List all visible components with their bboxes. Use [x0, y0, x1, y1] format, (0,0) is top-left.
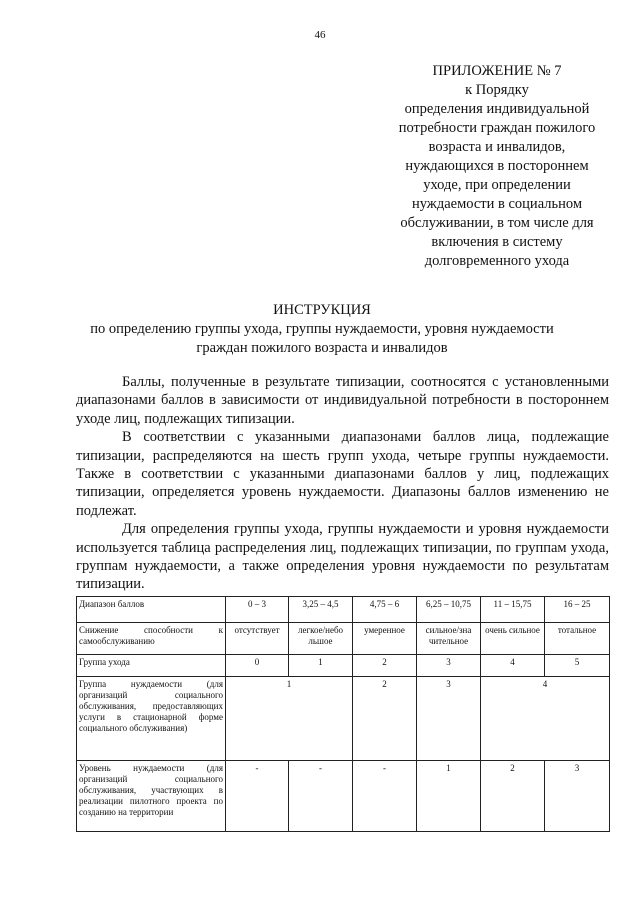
table-row [77, 623, 610, 655]
table-cell: очень сильное [481, 623, 545, 655]
row-label: Группа ухода [77, 655, 226, 677]
table-cell: умеренное [353, 623, 417, 655]
table-cell: 0 [226, 655, 289, 677]
row-label: Диапазон баллов [77, 597, 226, 623]
row-label: Уровень нуждаемости (для организаций социального обслуживания, участвующих в реализации пилотного проекта по созданию на территории [77, 761, 226, 832]
table-cell: 3,25 – 4,5 [289, 597, 353, 623]
table-cell: сильное/зна чительное [417, 623, 481, 655]
appendix-line: уходе, при определении [423, 177, 571, 193]
appendix-line: потребности граждан пожилого [398, 120, 596, 136]
body-text [76, 373, 609, 594]
table-cell: 5 [545, 655, 610, 677]
table-cell: 4 [481, 655, 545, 677]
table-cell: 3 [417, 655, 481, 677]
row-label: Снижение способности к самообслуживанию [77, 623, 226, 655]
document-title [60, 301, 584, 358]
table-cell: 4,75 – 6 [353, 597, 417, 623]
appendix-line: включения в систему [431, 234, 563, 250]
title-line: по определению группы ухода, группы нуждаемости, уровня нуждаемости [90, 321, 554, 337]
table-row [77, 597, 610, 623]
distribution-table [76, 596, 610, 832]
title-line: граждан пожилого возраста и инвалидов [196, 340, 448, 356]
table-cell: 2 [481, 761, 545, 832]
table-row [77, 677, 610, 761]
page-number: 46 [314, 29, 326, 41]
appendix-heading [372, 62, 622, 271]
table-cell: 0 – 3 [226, 597, 289, 623]
appendix-line: определения индивидуальной [404, 101, 590, 117]
table-cell: 1 [289, 655, 353, 677]
paragraph: Для определения группы ухода, группы нуждаемости и уровня нуждаемости используется таблица распределения лиц, подлежащих типизации, по группам ухода, группам нуждаемости, а также определения уровня нуждаемости по результатам типизации. [76, 521, 609, 593]
table-cell: 1 [417, 761, 481, 832]
paragraph: В соответствии с указанными диапазонами баллов лица, подлежащие типизации, распределяются на шесть групп ухода, четыре группы нуждаемости. Также в соответствии с указанными диапазонами баллов у лиц, подлежащих типизации, определяется уровень нуждаемости. Диапазоны баллов изменению не подлежат. [76, 429, 609, 519]
table-cell: 2 [353, 655, 417, 677]
table-cell: тотальное [545, 623, 610, 655]
table-cell: отсутствует [226, 623, 289, 655]
table-cell: легкое/небо льшое [289, 623, 353, 655]
table-cell: - [289, 761, 353, 832]
table-row [77, 761, 610, 832]
table-cell: 3 [545, 761, 610, 832]
appendix-line: к Порядку [465, 82, 529, 98]
appendix-line: долговременного ухода [424, 253, 570, 269]
table-cell: - [226, 761, 289, 832]
table-cell: - [353, 761, 417, 832]
appendix-line: нуждаемости в социальном [411, 196, 583, 212]
table-cell: 16 – 25 [545, 597, 610, 623]
table-cell: 4 [481, 677, 610, 761]
paragraph: Баллы, полученные в результате типизации, соотносятся с установленными диапазонами баллов в зависимости от индивидуальной потребности в постороннем уходе лиц, подлежащих типизации. [76, 374, 609, 427]
title-heading: ИНСТРУКЦИЯ [273, 302, 371, 318]
table-cell: 1 [226, 677, 353, 761]
table-row [77, 655, 610, 677]
appendix-line: возраста и инвалидов, [428, 139, 566, 155]
table-cell: 6,25 – 10,75 [417, 597, 481, 623]
row-label: Группа нуждаемости (для организаций социального обслуживания, предоставляющих услуги в стационарной форме социального обслуживания) [77, 677, 226, 761]
table-cell: 3 [417, 677, 481, 761]
table-cell: 11 – 15,75 [481, 597, 545, 623]
appendix-line: обслуживании, в том числе для [400, 215, 594, 231]
table-cell: 2 [353, 677, 417, 761]
appendix-line: ПРИЛОЖЕНИЕ № 7 [432, 63, 562, 79]
appendix-line: нуждающихся в постороннем [405, 158, 589, 174]
